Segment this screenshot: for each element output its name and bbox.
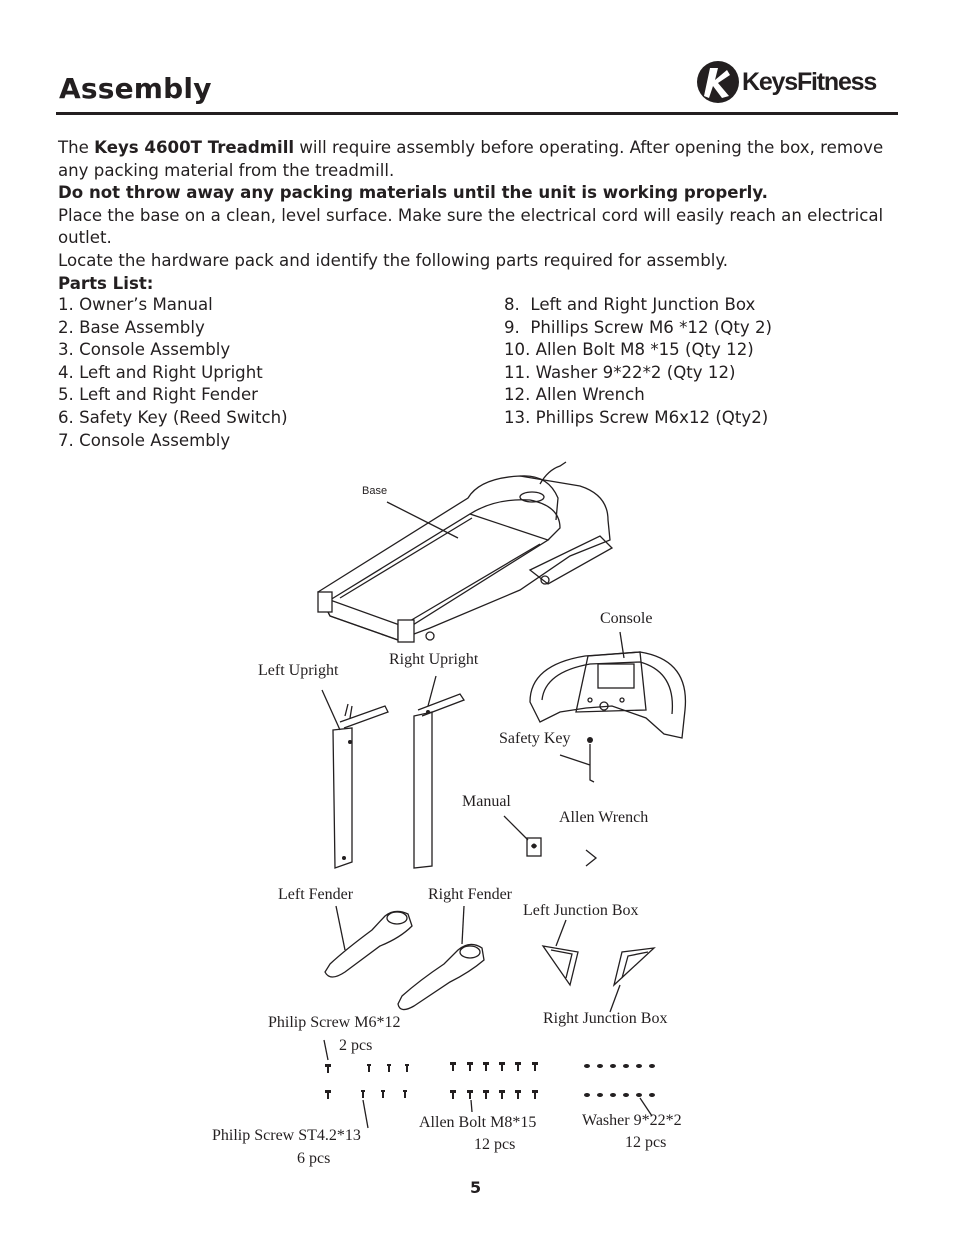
label-manual: Manual — [462, 793, 511, 810]
page-number: 5 — [470, 1178, 482, 1197]
parts-list-item: 7. Console Assembly — [58, 430, 231, 450]
parts-list-heading: Parts List: — [58, 273, 154, 293]
parts-list-item: 10. Allen Bolt M8 *15 (Qty 12) — [504, 340, 754, 360]
warning-text: Do not throw away any packing materials until the unit is working properly. — [58, 183, 768, 203]
parts-list-item: 9. Phillips Screw M6 *12 (Qty 2) — [504, 317, 772, 337]
left-fender-drawing — [325, 906, 412, 977]
parts-list-item: 3. Console Assembly — [58, 340, 231, 360]
label-left-upright: Left Upright — [258, 662, 339, 679]
placement-instruction: Place the base on a clean, level surface. Make sure the electrical cord will easily reach an electrical outlet. — [58, 205, 884, 248]
right-upright-drawing — [414, 676, 464, 868]
parts-list-item: 11. Washer 9*22*2 (Qty 12) — [504, 362, 736, 382]
product-name: Keys 4600T Treadmill — [94, 138, 295, 157]
label-left-junction-box: Left Junction Box — [523, 902, 639, 919]
hardware-instruction: Locate the hardware pack and identify the following parts required for assembly. — [58, 250, 729, 270]
manual-drawing — [504, 816, 541, 856]
philip-screw-m6-drawing — [324, 1040, 331, 1099]
page-title: Assembly — [59, 72, 212, 105]
parts-list-item: 8. Left and Right Junction Box — [504, 295, 756, 314]
console-drawing — [530, 632, 685, 738]
parts-list-item: 5. Left and Right Fender — [58, 385, 258, 405]
intro-text-2: will require assembly before operating. After opening the box, remove any packing material from the treadmill. — [58, 138, 884, 180]
label-allen-bolt-qty: 12 pcs — [474, 1136, 516, 1153]
label-allen-wrench: Allen Wrench — [559, 809, 649, 826]
parts-list-item: 12. Allen Wrench — [504, 385, 645, 405]
parts-list-item: 13. Phillips Screw M6x12 (Qty2) — [504, 407, 769, 427]
label-philip-screw-m6-qty: 2 pcs — [339, 1037, 373, 1054]
label-allen-bolt: Allen Bolt M8*15 — [419, 1114, 537, 1131]
parts-list-item: 6. Safety Key (Reed Switch) — [58, 407, 288, 427]
parts-list-item: 2. Base Assembly — [58, 317, 205, 337]
left-junction-box-drawing — [543, 920, 578, 985]
label-philip-screw-st-qty: 6 pcs — [297, 1150, 331, 1167]
label-washer-qty: 12 pcs — [625, 1134, 667, 1151]
parts-list-item: 1. Owner’s Manual — [58, 295, 213, 314]
parts-list-item: 4. Left and Right Upright — [58, 362, 263, 382]
label-philip-screw-st: Philip Screw ST4.2*13 — [212, 1127, 361, 1144]
philip-screw-st-drawing — [361, 1064, 409, 1128]
left-upright-drawing — [322, 690, 388, 868]
logo-wordmark: KeysFitness — [742, 68, 877, 96]
intro-text-1: The — [58, 138, 95, 157]
label-washer: Washer 9*22*2 — [582, 1112, 682, 1129]
allen-wrench-drawing — [586, 850, 596, 866]
label-right-upright: Right Upright — [389, 651, 479, 668]
label-base: Base — [362, 485, 388, 497]
label-console: Console — [600, 610, 653, 627]
label-philip-screw-m6: Philip Screw M6*12 — [268, 1014, 401, 1031]
allen-bolt-drawing — [450, 1062, 538, 1112]
right-junction-box-drawing — [610, 948, 654, 1012]
washer-drawing — [584, 1064, 655, 1116]
label-safety-key: Safety Key — [499, 730, 571, 747]
label-right-fender: Right Fender — [428, 886, 512, 903]
label-right-junction-box: Right Junction Box — [543, 1010, 668, 1027]
label-left-fender: Left Fender — [278, 886, 354, 903]
